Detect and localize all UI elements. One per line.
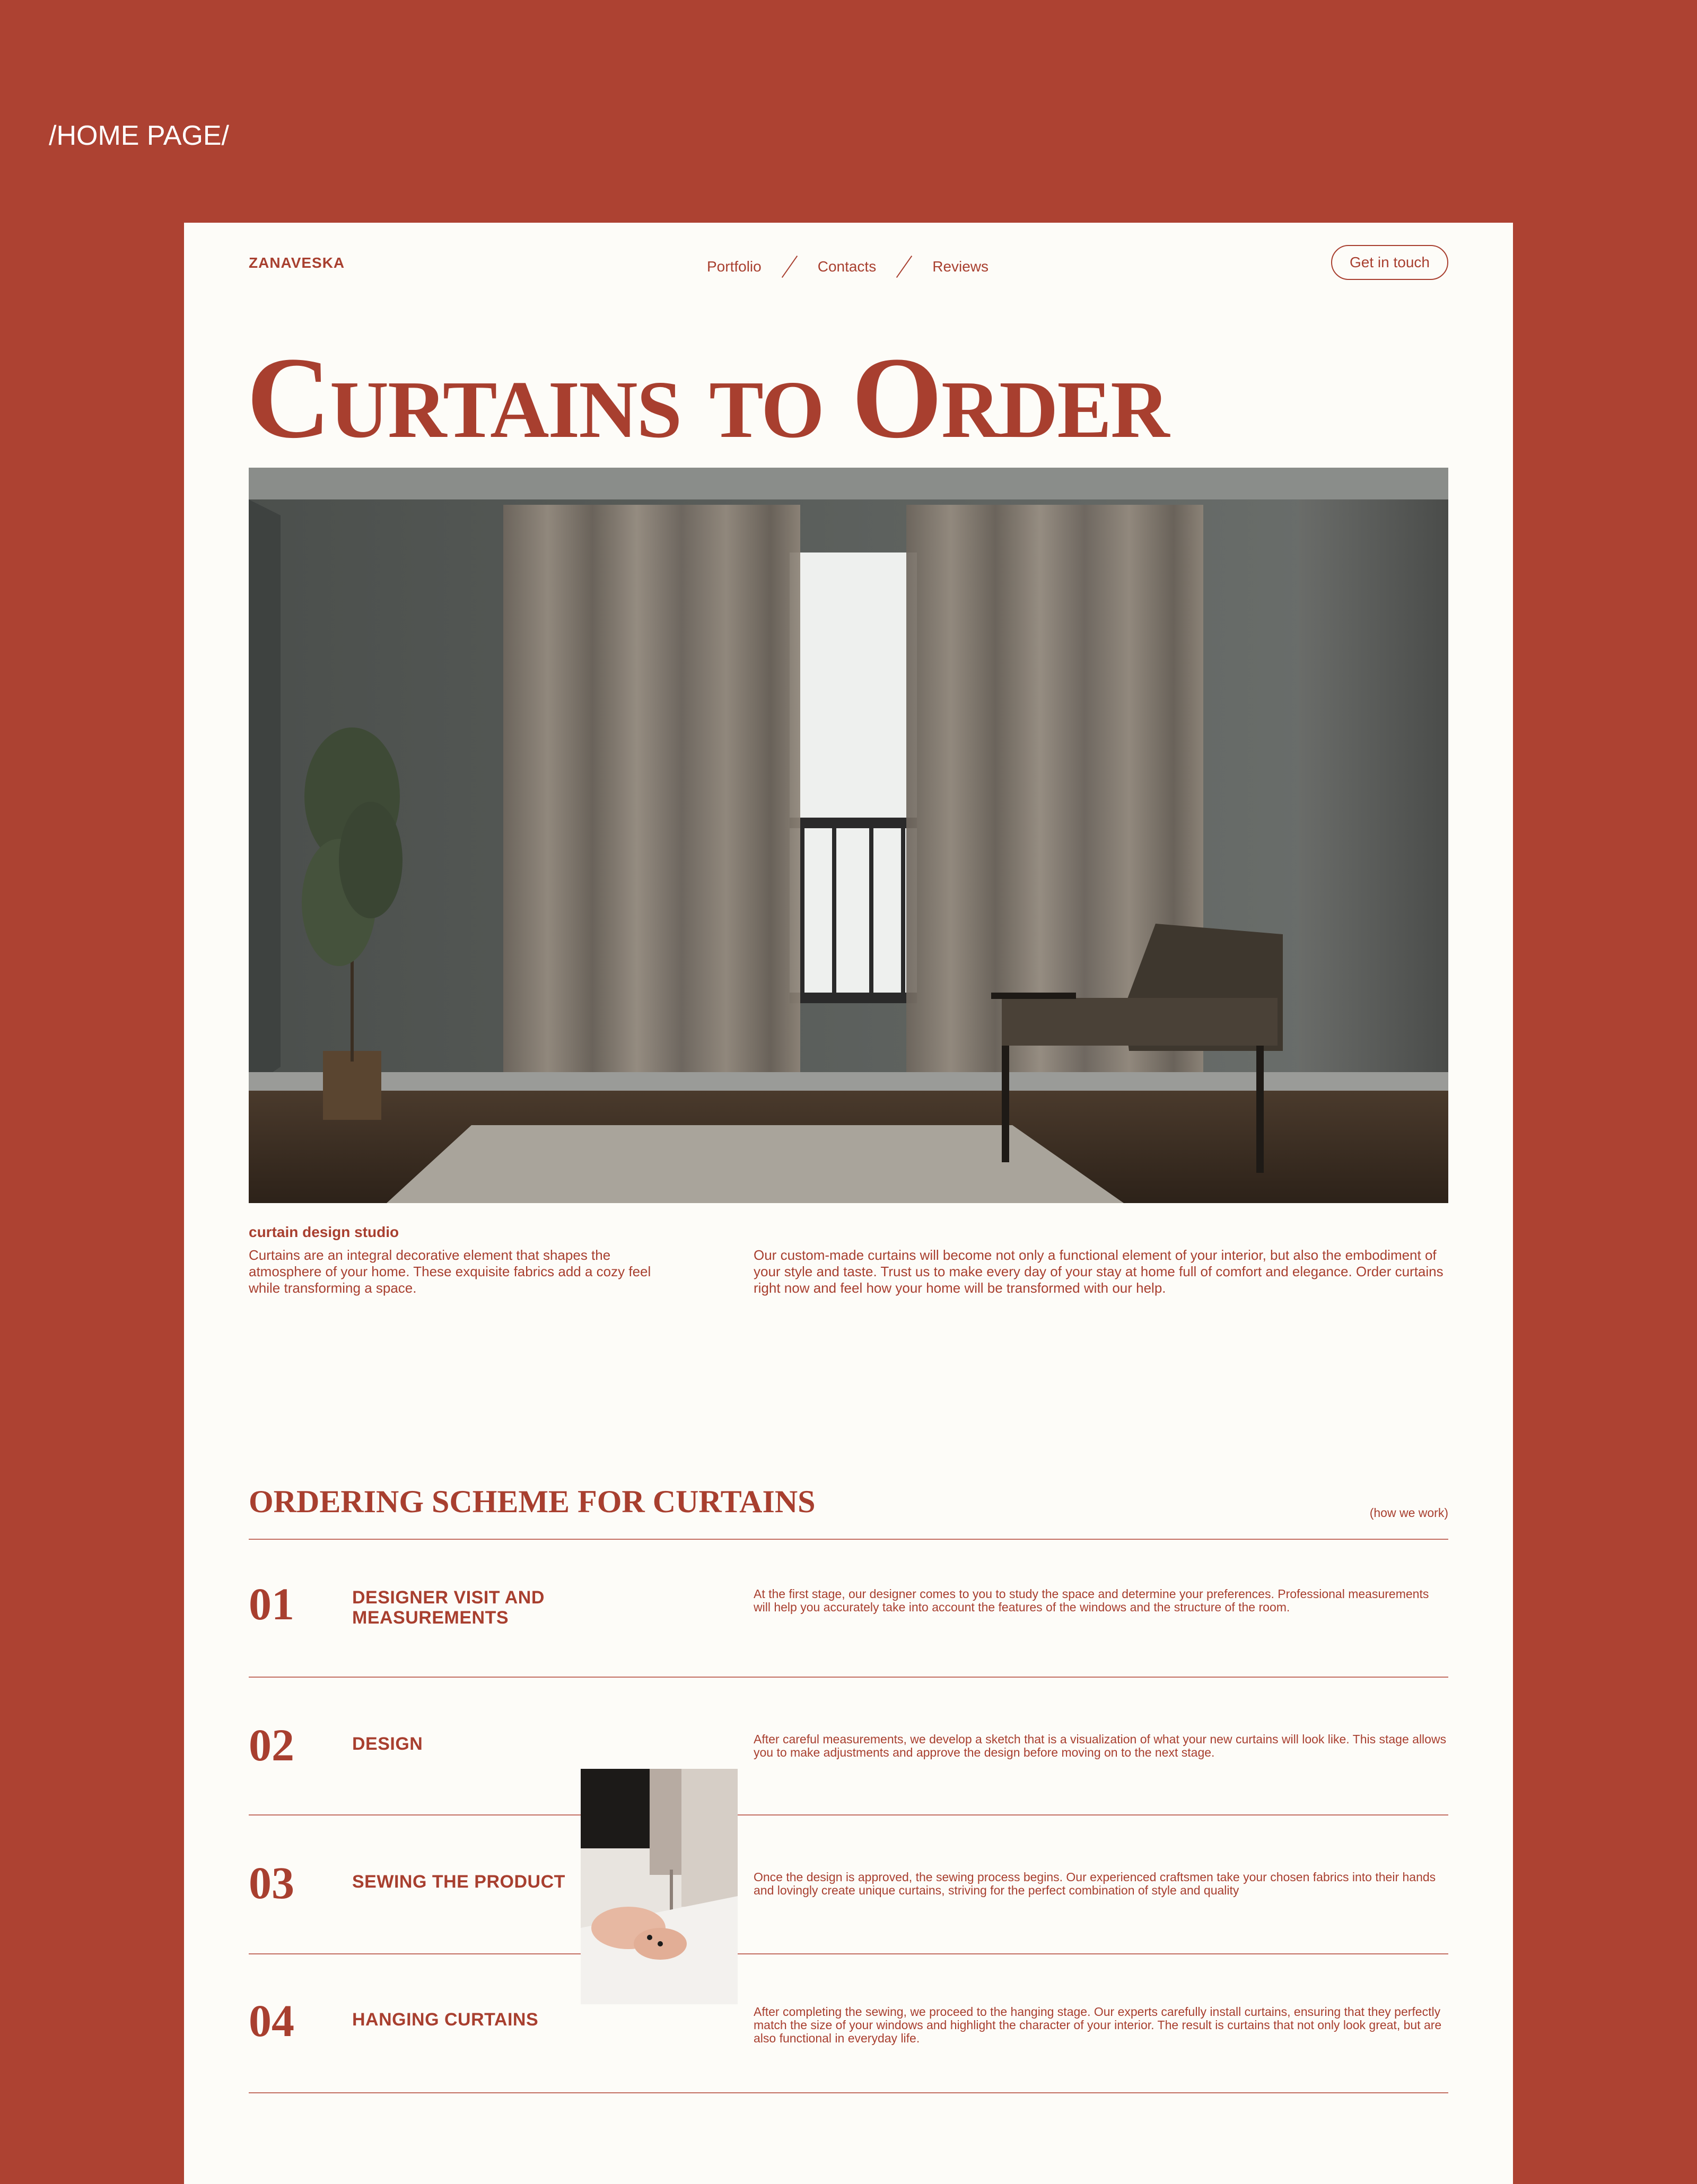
sewing-illustration [581,1769,738,2004]
scheme-subtitle: (how we work) [1369,1506,1448,1520]
hero-room-image [249,468,1448,1203]
step-number: 02 [249,1720,294,1770]
step-description: After completing the sewing, we proceed to the hanging stage. Our experts carefully install curtains, ensuring that they perfectly match the size of your windows and highlight the character of your interior. The result is curtains that not only look great, but are also functional in everyday life. [754,2005,1442,2045]
scheme-title: ORDERING SCHEME FOR CURTAINS [249,1484,816,1519]
hero-title: Curtains to Order [247,333,1169,462]
step-title: HANGING CURTAINS [352,2010,539,2030]
intro-right-text: Our custom-made curtains will become not only a functional element of your interior, but also the embodiment of your style and taste. Trust us to make every day of your stay at home full of comfort and elegance. Order curtains right now and feel how your home will be transformed with our help. [754,1247,1444,1296]
nav-divider [782,256,798,278]
step-number: 04 [249,1995,294,2046]
logo[interactable]: ZANAVESKA [249,255,345,271]
divider [249,2092,1448,2093]
divider [249,1677,1448,1678]
step-title: DESIGNER VISIT AND MEASUREMENTS [352,1587,545,1628]
nav-reviews[interactable]: Reviews [932,258,989,275]
nav-contacts[interactable]: Contacts [817,258,877,275]
step-number: 01 [249,1578,294,1629]
divider [249,1539,1448,1540]
step-description: After careful measurements, we develop a sketch that is a visualization of what your new curtains will look like. This stage allows you to make adjustments and approve the design before moving on to the next stage. [754,1732,1447,1759]
room-illustration [249,468,1448,1203]
step-description: Once the design is approved, the sewing process begins. Our experienced craftsmen take your chosen fabrics into their hands and lovingly create unique curtains, striving for the perfect combination of style and quality [754,1870,1436,1897]
step-title: SEWING THE PRODUCT [352,1872,565,1892]
divider [249,1953,1448,1954]
nav-portfolio[interactable]: Portfolio [707,258,762,275]
step-title: DESIGN [352,1734,423,1754]
step-number: 03 [249,1857,294,1908]
home-page-mockup [184,223,1513,2184]
step-description: At the first stage, our designer comes to you to study the space and determine your preferences. Professional measurements will help you accurately take into account the features of the windows and the structure of the room. [754,1587,1429,1614]
section-label: /HOME PAGE/ [49,120,229,151]
main-nav [707,253,989,280]
get-in-touch-button[interactable]: Get in touch [1331,245,1448,280]
intro-left-text: Curtains are an integral decorative element that shapes the atmosphere of your home. These exquisite fabrics add a cozy feel while transforming a space. [249,1247,651,1296]
studio-label: curtain design studio [249,1224,399,1240]
divider [249,1814,1448,1815]
nav-divider [896,256,912,278]
sewing-image [581,1769,738,2004]
